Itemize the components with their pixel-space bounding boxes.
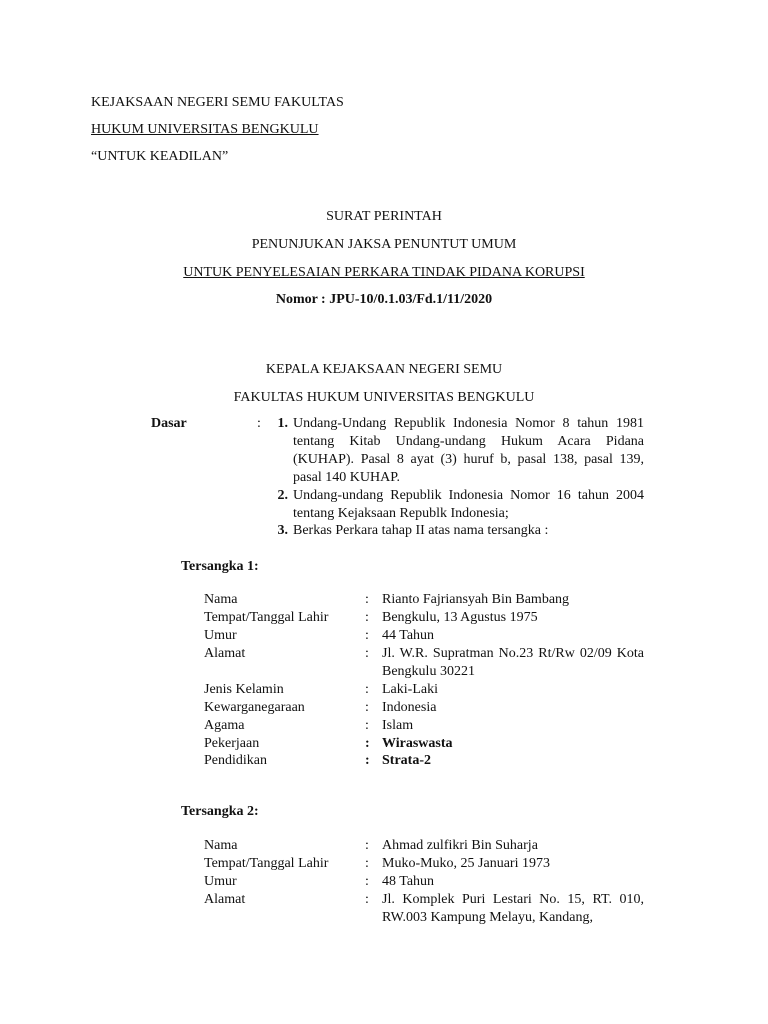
field-label: Kewarganegaraan: [204, 700, 305, 715]
document-title: SURAT PERINTAH: [326, 209, 442, 224]
field-colon: :: [365, 682, 369, 697]
dasar-item: [268, 487, 644, 523]
field-label: Alamat: [204, 892, 246, 907]
dasar-item-text: Berkas Perkara tahap II atas nama tersangka :: [293, 523, 549, 538]
field-colon: :: [365, 700, 369, 715]
field-label: Tempat/Tanggal Lahir: [204, 856, 329, 871]
field-label: Nama: [204, 838, 238, 853]
tersangka-2-title: Tersangka 2:: [181, 804, 259, 819]
dasar-item-text: Undang-undang Republik Indonesia Nomor 16 tahun 2004 tentang Kejaksaan Republk Indonesia;: [293, 488, 644, 521]
field-colon: :: [365, 753, 370, 768]
field-value-pendidikan: Strata-2: [382, 753, 431, 768]
field-value-agama: Islam: [382, 718, 414, 733]
field-colon: :: [365, 718, 369, 733]
field-colon: :: [365, 646, 369, 661]
field-colon: :: [365, 856, 369, 871]
issuer-line-2: FAKULTAS HUKUM UNIVERSITAS BENGKULU: [233, 390, 535, 405]
dasar-item-text: Undang-Undang Republik Indonesia Nomor 8 tahun 1981 tentang Kitab Undang-undang Hukum Acara Pidana (KUHAP). Pasal 8 ayat (3) huruf b, pasal 138, pasal 139, pasal 140 KUHAP.: [293, 416, 644, 485]
office-motto: “UNTUK KEADILAN”: [91, 149, 229, 164]
field-value-jenis-kelamin: Laki-Laki: [382, 682, 438, 697]
dasar-item-number: 1.: [277, 416, 288, 431]
field-label: Agama: [204, 718, 245, 733]
tersangka-1-title: Tersangka 1:: [181, 559, 259, 574]
field-colon: :: [365, 892, 369, 907]
field-label: Umur: [204, 874, 237, 889]
field-value-nama: Ahmad zulfikri Bin Suharja: [382, 838, 538, 853]
field-colon: :: [365, 610, 369, 625]
field-label: Umur: [204, 628, 237, 643]
field-colon: :: [365, 592, 369, 607]
field-value-umur: 48 Tahun: [382, 874, 435, 889]
field-value-umur: 44 Tahun: [382, 628, 435, 643]
field-label: Pekerjaan: [204, 736, 260, 751]
field-colon: :: [365, 874, 369, 889]
dasar-item-number: 2.: [277, 488, 288, 503]
field-colon: :: [365, 838, 369, 853]
field-colon: :: [365, 736, 370, 751]
office-name-line-1: KEJAKSAAN NEGERI SEMU FAKULTAS: [91, 95, 344, 110]
field-value-pekerjaan: Wiraswasta: [382, 736, 453, 751]
dasar-item: [268, 522, 644, 540]
document-number: Nomor : JPU-10/0.1.03/Fd.1/11/2020: [275, 292, 493, 307]
field-colon: :: [365, 628, 369, 643]
field-value-alamat: Jl. Komplek Puri Lestari No. 15, RT. 010, RW.003 Kampung Melayu, Kandang,: [382, 892, 644, 925]
field-value-ttl: Muko-Muko, 25 Januari 1973: [382, 856, 550, 871]
field-value-ttl: Bengkulu, 13 Agustus 1975: [382, 610, 538, 625]
field-label: Pendidikan: [204, 753, 267, 768]
dasar-label: Dasar: [151, 416, 187, 431]
field-label: Nama: [204, 592, 238, 607]
dasar-item: [268, 415, 644, 487]
field-label: Tempat/Tanggal Lahir: [204, 610, 329, 625]
dasar-item-number: 3.: [277, 523, 288, 538]
field-value-alamat: Jl. W.R. Supratman No.23 Rt/Rw 02/09 Kota Bengkulu 30221: [382, 646, 644, 679]
dasar-colon: :: [257, 416, 261, 431]
field-value-kewarganegaraan: Indonesia: [382, 700, 437, 715]
document-subject: UNTUK PENYELESAIAN PERKARA TINDAK PIDANA KORUPSI: [183, 265, 585, 280]
issuer-line-1: KEPALA KEJAKSAAN NEGERI SEMU: [265, 362, 503, 377]
document-subtitle: PENUNJUKAN JAKSA PENUNTUT UMUM: [251, 237, 517, 252]
office-name-line-2: HUKUM UNIVERSITAS BENGKULU: [91, 122, 319, 137]
field-label: Jenis Kelamin: [204, 682, 284, 697]
field-value-nama: Rianto Fajriansyah Bin Bambang: [382, 592, 570, 607]
field-label: Alamat: [204, 646, 246, 661]
